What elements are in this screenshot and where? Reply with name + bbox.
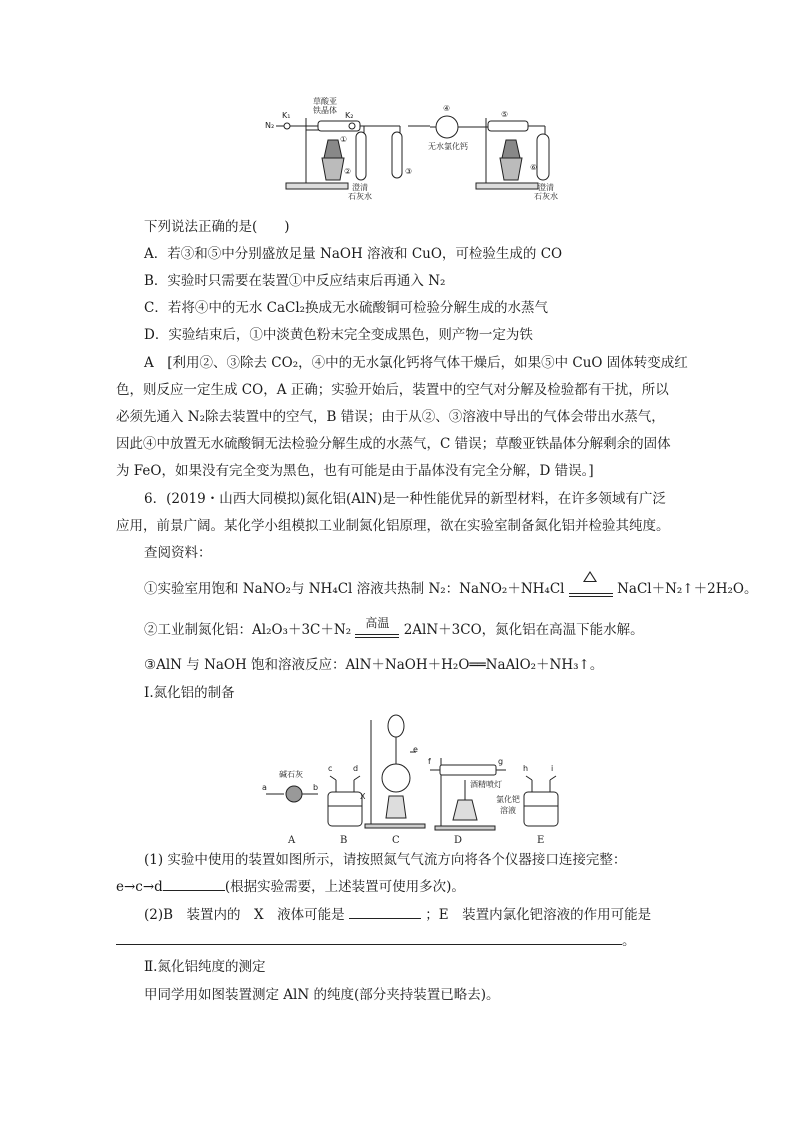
num6-label: ⑥ (530, 163, 538, 172)
reaction-3: ③AlN 与 NaOH 饱和溶液反应：AlN＋NaOH＋H₂O══NaAlO₂＋NH₃↑。 (144, 657, 604, 673)
port-i: i (551, 764, 554, 773)
part-2-line-2 (116, 930, 636, 950)
option-a: A．若③和⑤中分别盛放足量 NaOH 溶液和 CuO，可检验生成的 CO (144, 246, 563, 262)
high-temp-condition: 高温 (355, 622, 399, 640)
part-2-end: 。 (622, 933, 636, 949)
pdcl2-label-2: 溶液 (500, 806, 516, 815)
part-1-line-1: (1) 实验中使用的装置如图所示，请按照氮气气流方向将各个仪器接口连接完整： (144, 852, 627, 868)
answer-line-3: 必须先通入 N₂除去装置中的空气，B 错误；由于从②、③溶液中导出的气体会带出水蒸气， (116, 409, 665, 425)
port-b: b (313, 783, 319, 792)
q6-line-1: 6．(2019・山西大同模拟)氮化铝(AlN)是一种性能优异的新型材料，在许多领域有广泛 (144, 491, 666, 507)
num4-label: ④ (443, 104, 451, 113)
port-g: g (498, 757, 504, 766)
k1-label: K₁ (282, 111, 291, 120)
port-c: c (328, 764, 333, 773)
soda-lime-label: 碱石灰 (279, 770, 303, 779)
sample-label-2: 铁晶体 (313, 106, 337, 115)
part-1-line-2 (116, 876, 465, 896)
device-c-label: C (392, 835, 400, 846)
connection-prefix: e→c→d (116, 879, 163, 895)
port-e: e (413, 745, 418, 754)
sample-label-1: 草酸亚 (313, 97, 337, 106)
device-a-label: A (288, 835, 296, 846)
device-e-label: E (537, 835, 545, 846)
option-b: B．实验时只需要在装置①中反应结束后再通入 N₂ (144, 273, 446, 289)
limewater-a-2: 石灰水 (348, 192, 372, 201)
answer-line-4: 因此④中放置无水硫酸铜无法检验分解生成的水蒸气，C 错误；草酸亚铁晶体分解剩余的固体 (116, 436, 671, 452)
device-b-label: B (340, 835, 348, 846)
burner-label: 酒精喷灯 (470, 780, 502, 789)
reaction-2-right: 2AlN＋3CO，氮化铝在高温下能水解。 (403, 622, 644, 638)
reaction-1-left: ①实验室用饱和 NaNO₂与 NH₄Cl 溶液共热制 N₂：NaNO₂＋NH₄Cl (144, 581, 565, 597)
reaction-2-left: ②工业制氮化铝：Al₂O₃＋3C＋N₂ (144, 622, 352, 638)
drying-agent-label: 无水氯化钙 (428, 142, 468, 151)
limewater-b-2: 石灰水 (534, 192, 558, 201)
device-d-label: D (454, 835, 463, 846)
liquid-x-label: X (360, 792, 366, 801)
answer-line-2: 色，则反应一定生成 CO，A 正确；实验开始后，装置中的空气对分解及检验都有干扰，所以 (116, 382, 669, 398)
k2-label: K₂ (345, 111, 354, 120)
port-a: a (262, 783, 267, 792)
part-2-line-1 (144, 904, 651, 924)
limewater-a-1: 澄清 (352, 183, 368, 192)
q6-line-3: 查阅资料： (144, 545, 212, 561)
reaction-1-right: NaCl＋N₂↑＋2H₂O。 (617, 581, 758, 597)
q6-line-2: 应用，前景广阔。某化学小组模拟工业制氮化铝原理，欲在实验室制备氮化铝并检验其纯度。 (116, 518, 670, 534)
question-stem: 下列说法正确的是( ) (144, 219, 290, 235)
limewater-b-1: 澄清 (538, 183, 554, 192)
num3-label: ③ (405, 167, 413, 176)
section-2-heading: Ⅱ.氮化铝纯度的测定 (144, 959, 266, 975)
connection-suffix: (根据实验需要，上述装置可使用多次)。 (224, 879, 465, 895)
option-d: D．实验结束后，①中淡黄色粉末完全变成黑色，则产物一定为铁 (144, 327, 533, 343)
port-f: f (428, 757, 431, 766)
num2-label: ② (344, 167, 352, 176)
num5-label: ⑤ (501, 110, 509, 119)
purity-intro: 甲同学用如图装置测定 AlN 的纯度(部分夹持装置已略去)。 (144, 987, 500, 1003)
option-c: C．若将④中的无水 CaCl₂换成无水硫酸铜可检验分解生成的水蒸气 (144, 300, 549, 316)
answer-line-1: A [利用②、③除去 CO₂，④中的无水氯化钙将气体干燥后，如果⑤中 CuO 固体转变成红 (144, 355, 688, 371)
pdcl2-label-1: 氯化钯 (496, 795, 520, 804)
port-d: d (353, 764, 359, 773)
pdcl2-role-answer-blank[interactable] (116, 930, 622, 945)
part-2-text-b: ；E 装置内氯化钯溶液的作用可能是 (425, 907, 652, 923)
answer-line-5: 为 FeO，如果没有完全变为黑色，也有可能是由于晶体没有完全分解，D 错误。] (116, 463, 594, 479)
n2-label: N₂ (265, 121, 275, 130)
connection-answer-blank[interactable] (163, 876, 225, 891)
part-2-text-a: (2)B 装置内的 X 液体可能是 (144, 907, 345, 923)
num1-label: ① (340, 135, 348, 144)
liquid-x-answer-blank[interactable] (349, 904, 421, 919)
section-1-heading: Ⅰ.氮化铝的制备 (144, 685, 235, 701)
port-h: h (523, 764, 529, 773)
